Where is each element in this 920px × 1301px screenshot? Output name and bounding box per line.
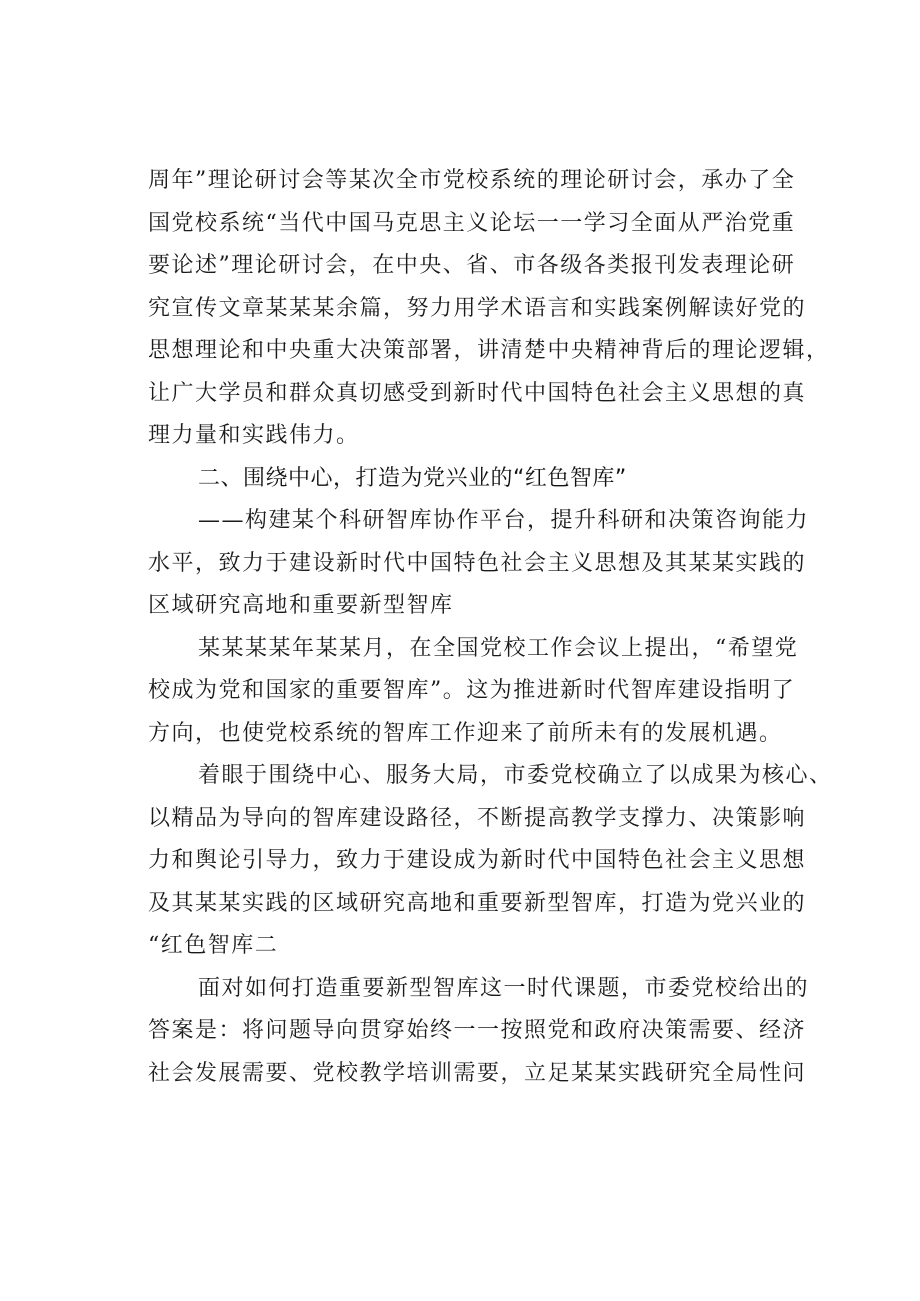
text-line: 周年”理论研讨会等某次全市党校系统的理论研讨会，承办了全 (148, 168, 796, 193)
text-line: 着眼于围绕中心、服务大局，市委党校确立了以成果为核心、 (198, 763, 833, 788)
text-line: 究宣传文章某某某余篇，努力用学术语言和实践案例解读好党的 (148, 295, 807, 321)
text-line: “红色智库二 (148, 933, 279, 958)
text-line: 区域研究高地和重要新型智库 (148, 593, 454, 618)
text-line: 以精品为导向的智库建设路径，不断提高教学支撑力、决策影响 (148, 805, 807, 831)
text-line: 社会发展需要、党校教学培训需要，立足某某实践研究全局性问 (148, 1060, 807, 1086)
text-line: 答案是：将问题导向贯穿始终一一按照党和政府决策需要、经济 (148, 1018, 807, 1043)
text-line: 理力量和实践伟力。 (148, 423, 360, 448)
text-line: 思想理论和中央重大决策部署，讲清楚中央精神背后的理论逻辑， (148, 338, 830, 363)
document-body (148, 160, 833, 1095)
paragraph (148, 628, 808, 756)
text-line: 面对如何打造重要新型智库这一时代课题，市委党校给出的 (198, 975, 810, 1001)
text-line: 国党校系统“当代中国马克思主义论坛一一学习全面从严治党重 (148, 210, 796, 236)
text-line: 让广大学员和群众真切感受到新时代中国特色社会主义思想的真 (148, 380, 807, 406)
section-heading: 二、围绕中心，打造为党兴业的“红色智库” (198, 465, 627, 491)
text-line: 水平，致力于建设新时代中国特色社会主义思想及其某某实践的 (148, 550, 807, 576)
text-line: 及其某某实践的区域研究高地和重要新型智库，打造为党兴业的 (148, 890, 807, 916)
text-line: 校成为党和国家的重要智库”。这为推进新时代智库建设指明了 (148, 678, 796, 703)
paragraph (148, 968, 808, 1096)
text-line: 方向，也使党校系统的智库工作迎来了前所未有的发展机遇。 (148, 720, 783, 746)
paragraph-continued (148, 160, 830, 458)
text-line: 某某某某年某某月，在全国党校工作会议上提出，“希望党 (198, 635, 799, 661)
text-line: 力和舆论引导力，致力于建设成为新时代中国特色社会主义思想 (148, 848, 807, 873)
text-line: ——构建某个科研智库协作平台，提升科研和决策咨询能力 (198, 508, 810, 533)
text-line: 要论述”理论研讨会，在中央、省、市各级各类报刊发表理论研 (148, 253, 796, 278)
paragraph (148, 755, 833, 968)
section-subtitle (148, 500, 808, 628)
